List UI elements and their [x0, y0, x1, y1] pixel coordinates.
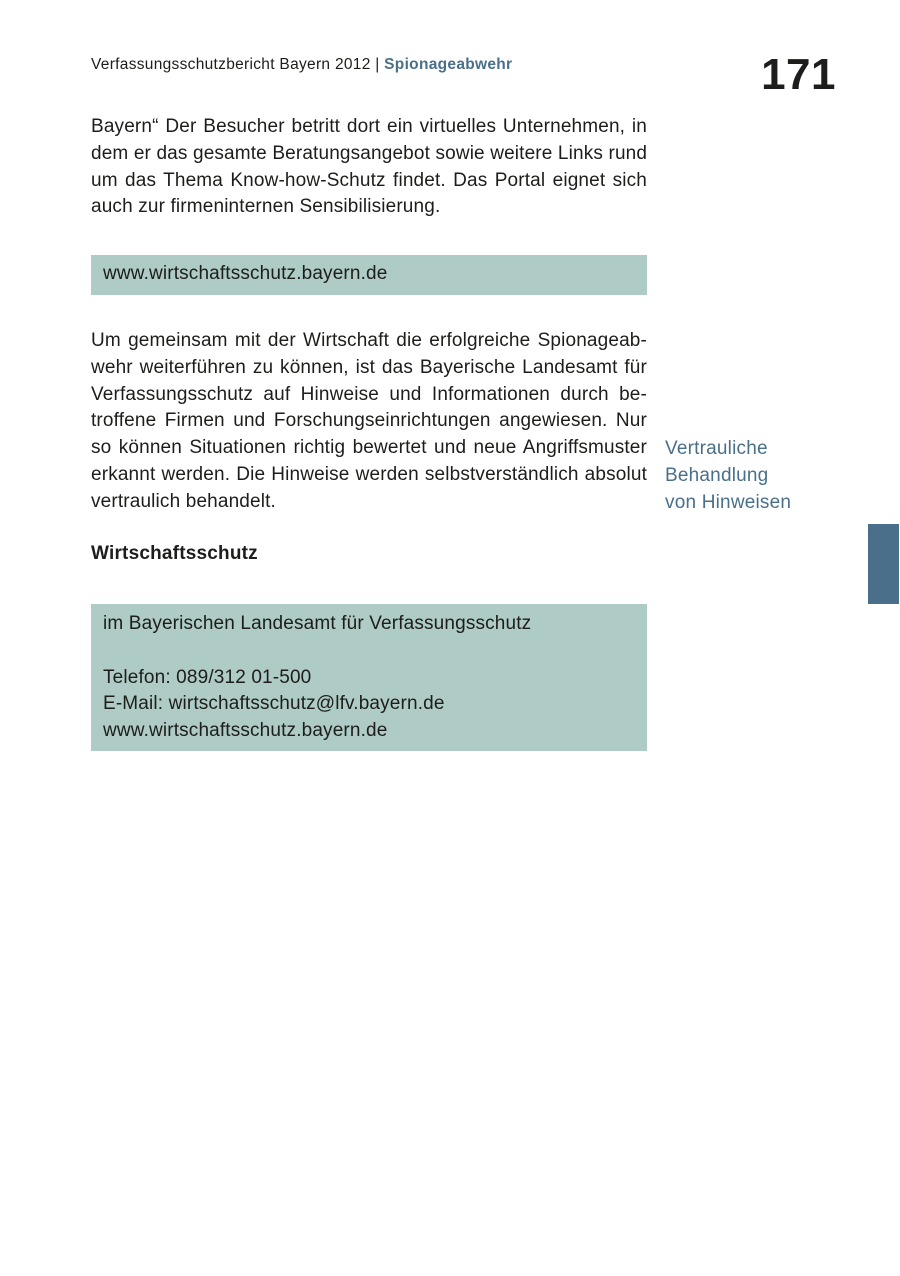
paragraph-line: Um gemeinsam mit der Wirtschaft die erfolgreiche Spionageab-	[91, 330, 647, 351]
report-title: Verfassungsschutzbericht Bayern 2012 |	[91, 56, 380, 73]
paragraph-hints	[91, 328, 647, 516]
chapter-thumb-tab	[868, 524, 899, 604]
margin-note-line: Vertrauliche	[665, 438, 768, 459]
contact-box	[91, 604, 647, 751]
running-head	[91, 56, 512, 74]
paragraph-line: Verfassungsschutz auf Hinweise und Informationen durch be-	[91, 383, 647, 405]
paragraph-line: wehr weiterführen zu können, ist das Bayerische Landesamt für	[91, 356, 647, 378]
paragraph-line: erkannt werden. Die Hinweise werden selbstverständlich absolut	[91, 463, 647, 485]
page-number: 171	[761, 50, 836, 99]
url-link[interactable]: www.wirtschaftsschutz.bayern.de	[103, 263, 388, 284]
paragraph-line: Bayern“ Der Besucher betritt dort ein virtuelles Unternehmen, in	[91, 116, 647, 137]
contact-phone: Telefon: 089/312 01-500	[103, 666, 312, 688]
paragraph-line: troffene Firmen und Forschungseinrichtungen angewiesen. Nur	[91, 410, 647, 432]
paragraph-line: auch zur firmeninternen Sensibilisierung.	[91, 196, 441, 218]
paragraph-portal	[91, 114, 647, 221]
paragraph-line: so können Situationen richtig bewertet und neue Angriffsmuster	[91, 437, 647, 459]
paragraph-line: vertraulich behandelt.	[91, 490, 276, 512]
contact-email[interactable]: E-Mail: wirtschaftsschutz@lfv.bayern.de	[103, 693, 445, 715]
margin-note-line: Behandlung	[665, 464, 769, 486]
contact-heading: Wirtschaftsschutz	[91, 543, 258, 564]
paragraph-line: um das Thema Know-how-Schutz findet. Das Portal eignet sich	[91, 169, 647, 191]
contact-spacer	[103, 638, 635, 665]
paragraph-line: dem er das gesamte Beratungsangebot sowie weitere Links rund	[91, 142, 648, 164]
section-title: Spionageabwehr	[384, 56, 513, 73]
margin-note-line: von Hinweisen	[665, 491, 792, 513]
contact-institution: im Bayerischen Landesamt für Verfassungsschutz	[103, 613, 532, 634]
url-box	[91, 255, 647, 295]
margin-note	[665, 436, 791, 516]
contact-web-link[interactable]: www.wirtschaftsschutz.bayern.de	[103, 720, 388, 742]
